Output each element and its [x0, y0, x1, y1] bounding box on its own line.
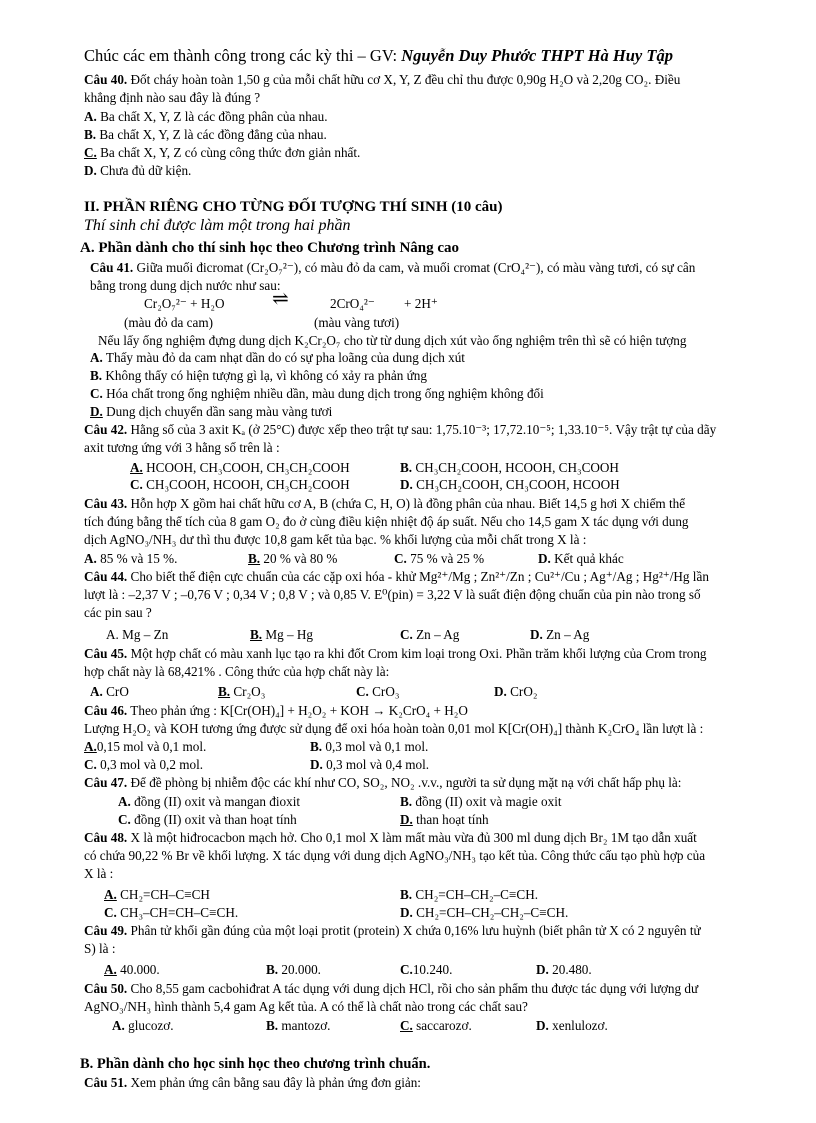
q42-option-b: B. CH₃CH₂COOH, HCOOH, CH₃COOH	[400, 460, 619, 475]
q46-option-d: D. 0,3 mol và 0,4 mol.	[310, 757, 430, 772]
part-a-title: A. Phần dành cho thí sinh học theo Chương trình Nâng cao	[80, 240, 460, 256]
q44-option-a: A. Mg – Zn	[106, 627, 169, 642]
q42-line1: Câu 42. Hằng số của 3 axit Kₐ (ở 25°C) được xếp theo trật tự sau: 1,75.10⁻³; 17,72.10⁻⁵; 1,33.10⁻⁵. Vậy trật tự của dãy	[84, 422, 717, 437]
q45-option-d: D. CrO₂	[494, 684, 538, 699]
q45-line2: hợp chất này là 68,421% . Công thức của hợp chất này là:	[84, 664, 390, 679]
q41-line1: Câu 41. Giữa muối đicromat (Cr₂O₇²⁻), có màu đỏ da cam, và muối cromat (CrO₄²⁻), có màu vàng tươi, có sự cân	[90, 260, 696, 275]
q42-option-a: A. HCOOH, CH₃COOH, CH₃CH₂COOH	[130, 460, 350, 475]
q46-option-a: A.0,15 mol và 0,1 mol.	[84, 739, 207, 754]
q42-option-c: C. CH₃COOH, HCOOH, CH₃CH₂COOH	[130, 477, 350, 492]
q41-option-d: D. Dung dịch chuyển dần sang màu vàng tươi	[90, 404, 333, 419]
q49-line2: S) là :	[84, 941, 116, 956]
q50-option-c: C. saccarozơ.	[400, 1018, 472, 1033]
q48-line1: Câu 48. X là một hiđrocacbon mạch hở. Cho 0,1 mol X làm mất màu vừa đủ 300 ml dung dịch Br₂ 1M tạo dẫn xuất	[84, 830, 697, 845]
q46-option-b: B. 0,3 mol và 0,1 mol.	[310, 739, 429, 754]
q40-option-b: B. Ba chất X, Y, Z là các đồng đẳng của nhau.	[84, 127, 327, 142]
q41-line2: bằng trong dung dịch nước như sau:	[90, 278, 281, 293]
q50-option-b: B. mantozơ.	[266, 1018, 331, 1033]
q43-option-a: A. 85 % và 15 %.	[84, 551, 178, 566]
q48-option-d: D. CH₂=CH–CH₂–CH₂–C≡CH.	[400, 905, 569, 920]
q45-line1: Câu 45. Một hợp chất có màu xanh lục tạo ra khi đốt Crom kim loại trong Oxi. Phần trăm khối lượng của Crom trong	[84, 646, 707, 661]
q40-option-c: C. Ba chất X, Y, Z có cùng công thức đơn giản nhất.	[84, 145, 361, 160]
q47-option-b: B. đồng (II) oxit và magie oxit	[400, 794, 562, 809]
page-header: Chúc các em thành công trong các kỳ thi – GV: Nguyễn Duy Phước THPT Hà Huy Tập	[84, 46, 673, 65]
q43-option-d: D. Kết quả khác	[538, 551, 624, 566]
q41-eq-mid: 2CrO₄²⁻	[330, 296, 375, 311]
q46-line2: Lượng H₂O₂ và KOH tương ứng được sử dụng để oxi hóa hoàn toàn 0,01 mol K[Cr(OH)₄] thành K₂CrO₄ lần lượt là :	[84, 721, 704, 736]
q47-option-c: C. đồng (II) oxit và than hoạt tính	[118, 812, 297, 827]
q43-line2: tích đúng bằng thể tích của 8 gam O₂ đo ở cùng điều kiện nhiệt độ áp suất. Nếu cho 14,5 gam X tác dụng với dung	[84, 514, 689, 529]
q47-option-d: D. than hoạt tính	[400, 812, 489, 827]
q49-option-c: C.10.240.	[400, 962, 453, 977]
q45-option-b: B. Cr₂O₃	[218, 684, 266, 699]
q41-option-c: C. Hóa chất trong ống nghiệm nhiều dần, màu dung dịch trong ống nghiệm không đổi	[90, 386, 544, 401]
q50-option-a: A. glucozơ.	[112, 1018, 174, 1033]
q44-line3: các pin sau ?	[84, 605, 152, 620]
q44-option-c: C. Zn – Ag	[400, 627, 460, 642]
q41-note-left: (màu đỏ da cam)	[124, 315, 213, 330]
q46-option-c: C. 0,3 mol và 0,2 mol.	[84, 757, 204, 772]
q49-option-b: B. 20.000.	[266, 962, 321, 977]
q44-line1: Câu 44. Cho biết thế điện cực chuẩn của các cặp oxi hóa - khử Mg²⁺/Mg ; Zn²⁺/Zn ; Cu²⁺/Cu ; Ag⁺/Ag ; Hg²⁺/Hg lần	[84, 569, 709, 584]
q49-line1: Câu 49. Phân tử khối gần đúng của một loại protit (protein) X chứa 0,16% lưu huỳnh (biết phân tử X có 2 nguyên tử	[84, 923, 701, 938]
q51-line1: Câu 51. Xem phản ứng cân bằng sau đây là phản ứng đơn giản:	[84, 1075, 421, 1090]
section-2-note: Thí sinh chỉ được làm một trong hai phần	[84, 217, 351, 234]
q47-line1: Câu 47. Để đề phòng bị nhiễm độc các khí như CO, SO₂, NO₂ .v.v., người ta sử dụng mặt nạ với chất hấp phụ là:	[84, 775, 682, 790]
q40-option-d: D. Chưa đủ dữ kiện.	[84, 163, 192, 178]
q48-option-a: A. CH₂=CH–C≡CH	[104, 887, 210, 902]
q49-option-a: A. 40.000.	[104, 962, 160, 977]
q42-line2: axit tương ứng với 3 hằng số trên là :	[84, 440, 280, 455]
q49-option-d: D. 20.480.	[536, 962, 592, 977]
q41-option-a: A. Thấy màu đỏ da cam nhạt dần do có sự pha loãng của dung dịch xút	[90, 350, 465, 365]
q45-option-c: C. CrO₃	[356, 684, 400, 699]
q48-line2: có chứa 90,22 % Br về khối lượng. X tác dụng với dung dịch AgNO₃/NH₃ tạo kết tủa. Công thức cấu tạo phù hợp của	[84, 848, 706, 863]
q48-line3: X là :	[84, 866, 114, 881]
q44-option-b: B. Mg – Hg	[250, 627, 314, 642]
q47-option-a: A. đồng (II) oxit và mangan đioxit	[118, 794, 301, 809]
q43-line1: Câu 43. Hỗn hợp X gồm hai chất hữu cơ A, B (chứa C, H, O) là đồng phân của nhau. Biết 14,5 g hơi X chiếm thể	[84, 496, 686, 511]
q43-option-b: B. 20 % và 80 %	[248, 551, 338, 566]
q41-eq-right: + 2H⁺	[404, 296, 438, 311]
q43-line3: dịch AgNO₃/NH₃ dư thì thu được 10,8 gam kết tủa bạc. % khối lượng của mỗi chất trong X là :	[84, 532, 587, 547]
q40-line2: khẳng định nào sau đây là đúng ?	[84, 90, 261, 105]
q42-option-d: D. CH₃CH₂COOH, CH₃COOH, HCOOH	[400, 477, 620, 492]
q50-line1: Câu 50. Cho 8,55 gam cacbohiđrat A tác dụng với dung dịch HCl, rồi cho sản phẩm thu được tác dụng với lượng dư	[84, 981, 699, 996]
q50-line2: AgNO₃/NH₃ hình thành 5,4 gam Ag kết tủa. A có thể là chất nào trong các chất sau?	[84, 999, 528, 1014]
q40-line1: Câu 40. Đốt cháy hoàn toàn 1,50 g của mỗi chất hữu cơ X, Y, Z đều chỉ thu được 0,90g H₂O và 2,20g CO₂. Điều	[84, 72, 681, 87]
q41-note-right: (màu vàng tươi)	[314, 315, 400, 330]
q43-option-c: C. 75 % và 25 %	[394, 551, 485, 566]
q48-option-b: B. CH₂=CH–CH₂–C≡CH.	[400, 887, 539, 902]
q48-option-c: C. CH₃–CH=CH–C≡CH.	[104, 905, 239, 920]
part-b-title: B. Phần dành cho học sinh học theo chương trình chuẩn.	[80, 1056, 431, 1072]
section-2-title: II. PHẦN RIÊNG CHO TỪNG ĐỐI TƯỢNG THÍ SINH (10 câu)	[84, 199, 503, 215]
q40-option-a: A. Ba chất X, Y, Z là các đồng phân của nhau.	[84, 109, 328, 124]
q44-line2: lượt là : –2,37 V ; –0,76 V ; 0,34 V ; 0,8 V ; và 0,85 V. E⁰(pin) = 3,22 V là suất điện động chuẩn của pin nào trong số	[84, 587, 701, 602]
q46-line1: Câu 46. Theo phản ứng : K[Cr(OH)₄] + H₂O₂ + KOH → K₂CrO₄ + H₂O	[84, 703, 468, 718]
q41-line3: Nếu lấy ống nghiệm đựng dung dịch K₂Cr₂O₇ cho từ từ dung dịch xút vào ống nghiệm trên thì sẽ có hiện tượng	[98, 333, 687, 348]
author-name: Nguyễn Duy Phước THPT Hà Huy Tập	[401, 46, 673, 65]
q50-option-d: D. xenlulozơ.	[536, 1018, 608, 1033]
q41-option-b: B. Không thấy có hiện tượng gì lạ, vì không có xảy ra phản ứng	[90, 368, 427, 383]
equilibrium-arrow-icon: ⇌	[272, 288, 289, 310]
q45-option-a: A. CrO	[90, 684, 129, 699]
q44-option-d: D. Zn – Ag	[530, 627, 590, 642]
q41-eq-left: Cr₂O₇²⁻ + H₂O	[144, 296, 225, 311]
